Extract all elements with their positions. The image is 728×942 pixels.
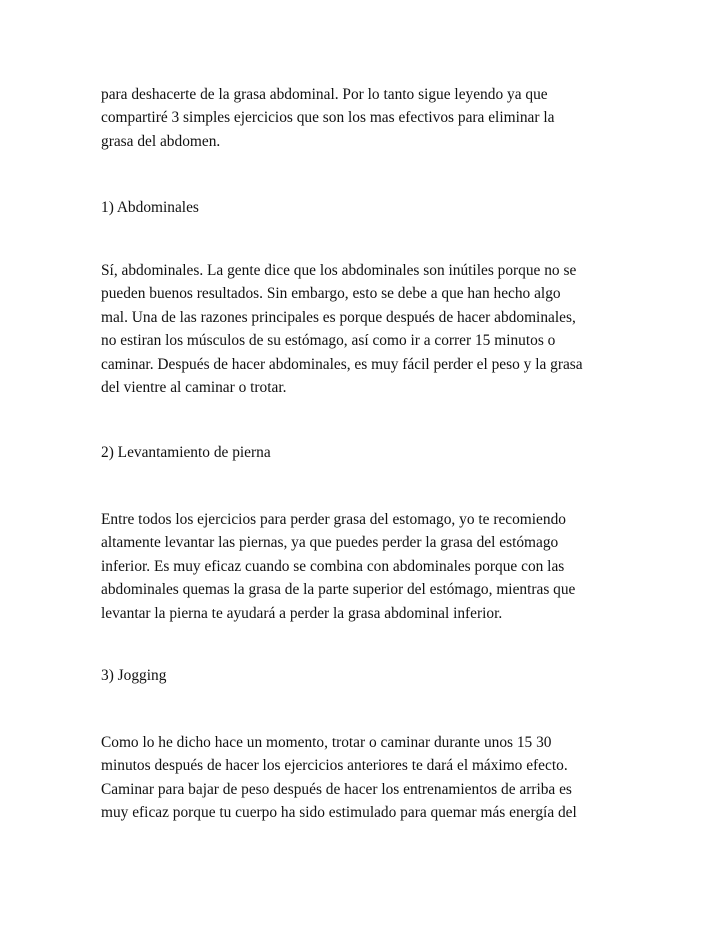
levantamiento-paragraph (101, 508, 641, 625)
section-heading-jogging (101, 664, 641, 687)
text-line: minutos después de hacer los ejercicios anteriores te dará el máximo efecto. (101, 757, 568, 775)
text-line: inferior. Es muy eficaz cuando se combina con abdominales porque con las (101, 557, 565, 575)
section-heading-levantamiento (101, 441, 641, 464)
intro-paragraph (101, 83, 641, 153)
text-line: abdominales quemas la grasa de la parte superior del estómago, mientras que (101, 581, 576, 599)
text-line: caminar. Después de hacer abdominales, es muy fácil perder el peso y la grasa (101, 355, 583, 373)
text-line: mal. Una de las razones principales es porque después de hacer abdominales, (101, 308, 576, 326)
text-line: Sí, abdominales. La gente dice que los abdominales son inútiles porque no se (101, 262, 577, 279)
text-line: Caminar para bajar de peso después de hacer los entrenamientos de arriba es (101, 780, 572, 798)
text-line: grasa del abdomen. (101, 132, 221, 150)
heading-text: 2) Levantamiento de pierna (101, 444, 271, 461)
text-line: del vientre al caminar o trotar. (101, 378, 287, 396)
text-line: altamente levantar las piernas, ya que puedes perder la grasa del estómago (101, 534, 559, 552)
text-line: pueden buenos resultados. Sin embargo, esto se debe a que han hecho algo (101, 285, 561, 303)
text-line: muy eficaz porque tu cuerpo ha sido estimulado para quemar más energía del (101, 804, 577, 822)
jogging-paragraph (101, 731, 641, 825)
text-line: compartiré 3 simples ejercicios que son los mas efectivos para eliminar la (101, 109, 555, 127)
text-line: Como lo he dicho hace un momento, trotar o caminar durante unos 15 30 (101, 734, 552, 751)
text-line: levantar la pierna te ayudará a perder la grasa abdominal inferior. (101, 604, 503, 622)
section-heading-abdominales (101, 196, 641, 219)
text-line: Entre todos los ejercicios para perder grasa del estomago, yo te recomiendo (101, 511, 566, 528)
heading-text: 3) Jogging (101, 667, 167, 684)
heading-text: 1) Abdominales (101, 199, 199, 216)
abdominales-paragraph (101, 259, 641, 399)
text-line: no estiran los músculos de su estómago, así como ir a correr 15 minutos o (101, 332, 556, 350)
text-line: para deshacerte de la grasa abdominal. Por lo tanto sigue leyendo ya que (101, 86, 548, 103)
